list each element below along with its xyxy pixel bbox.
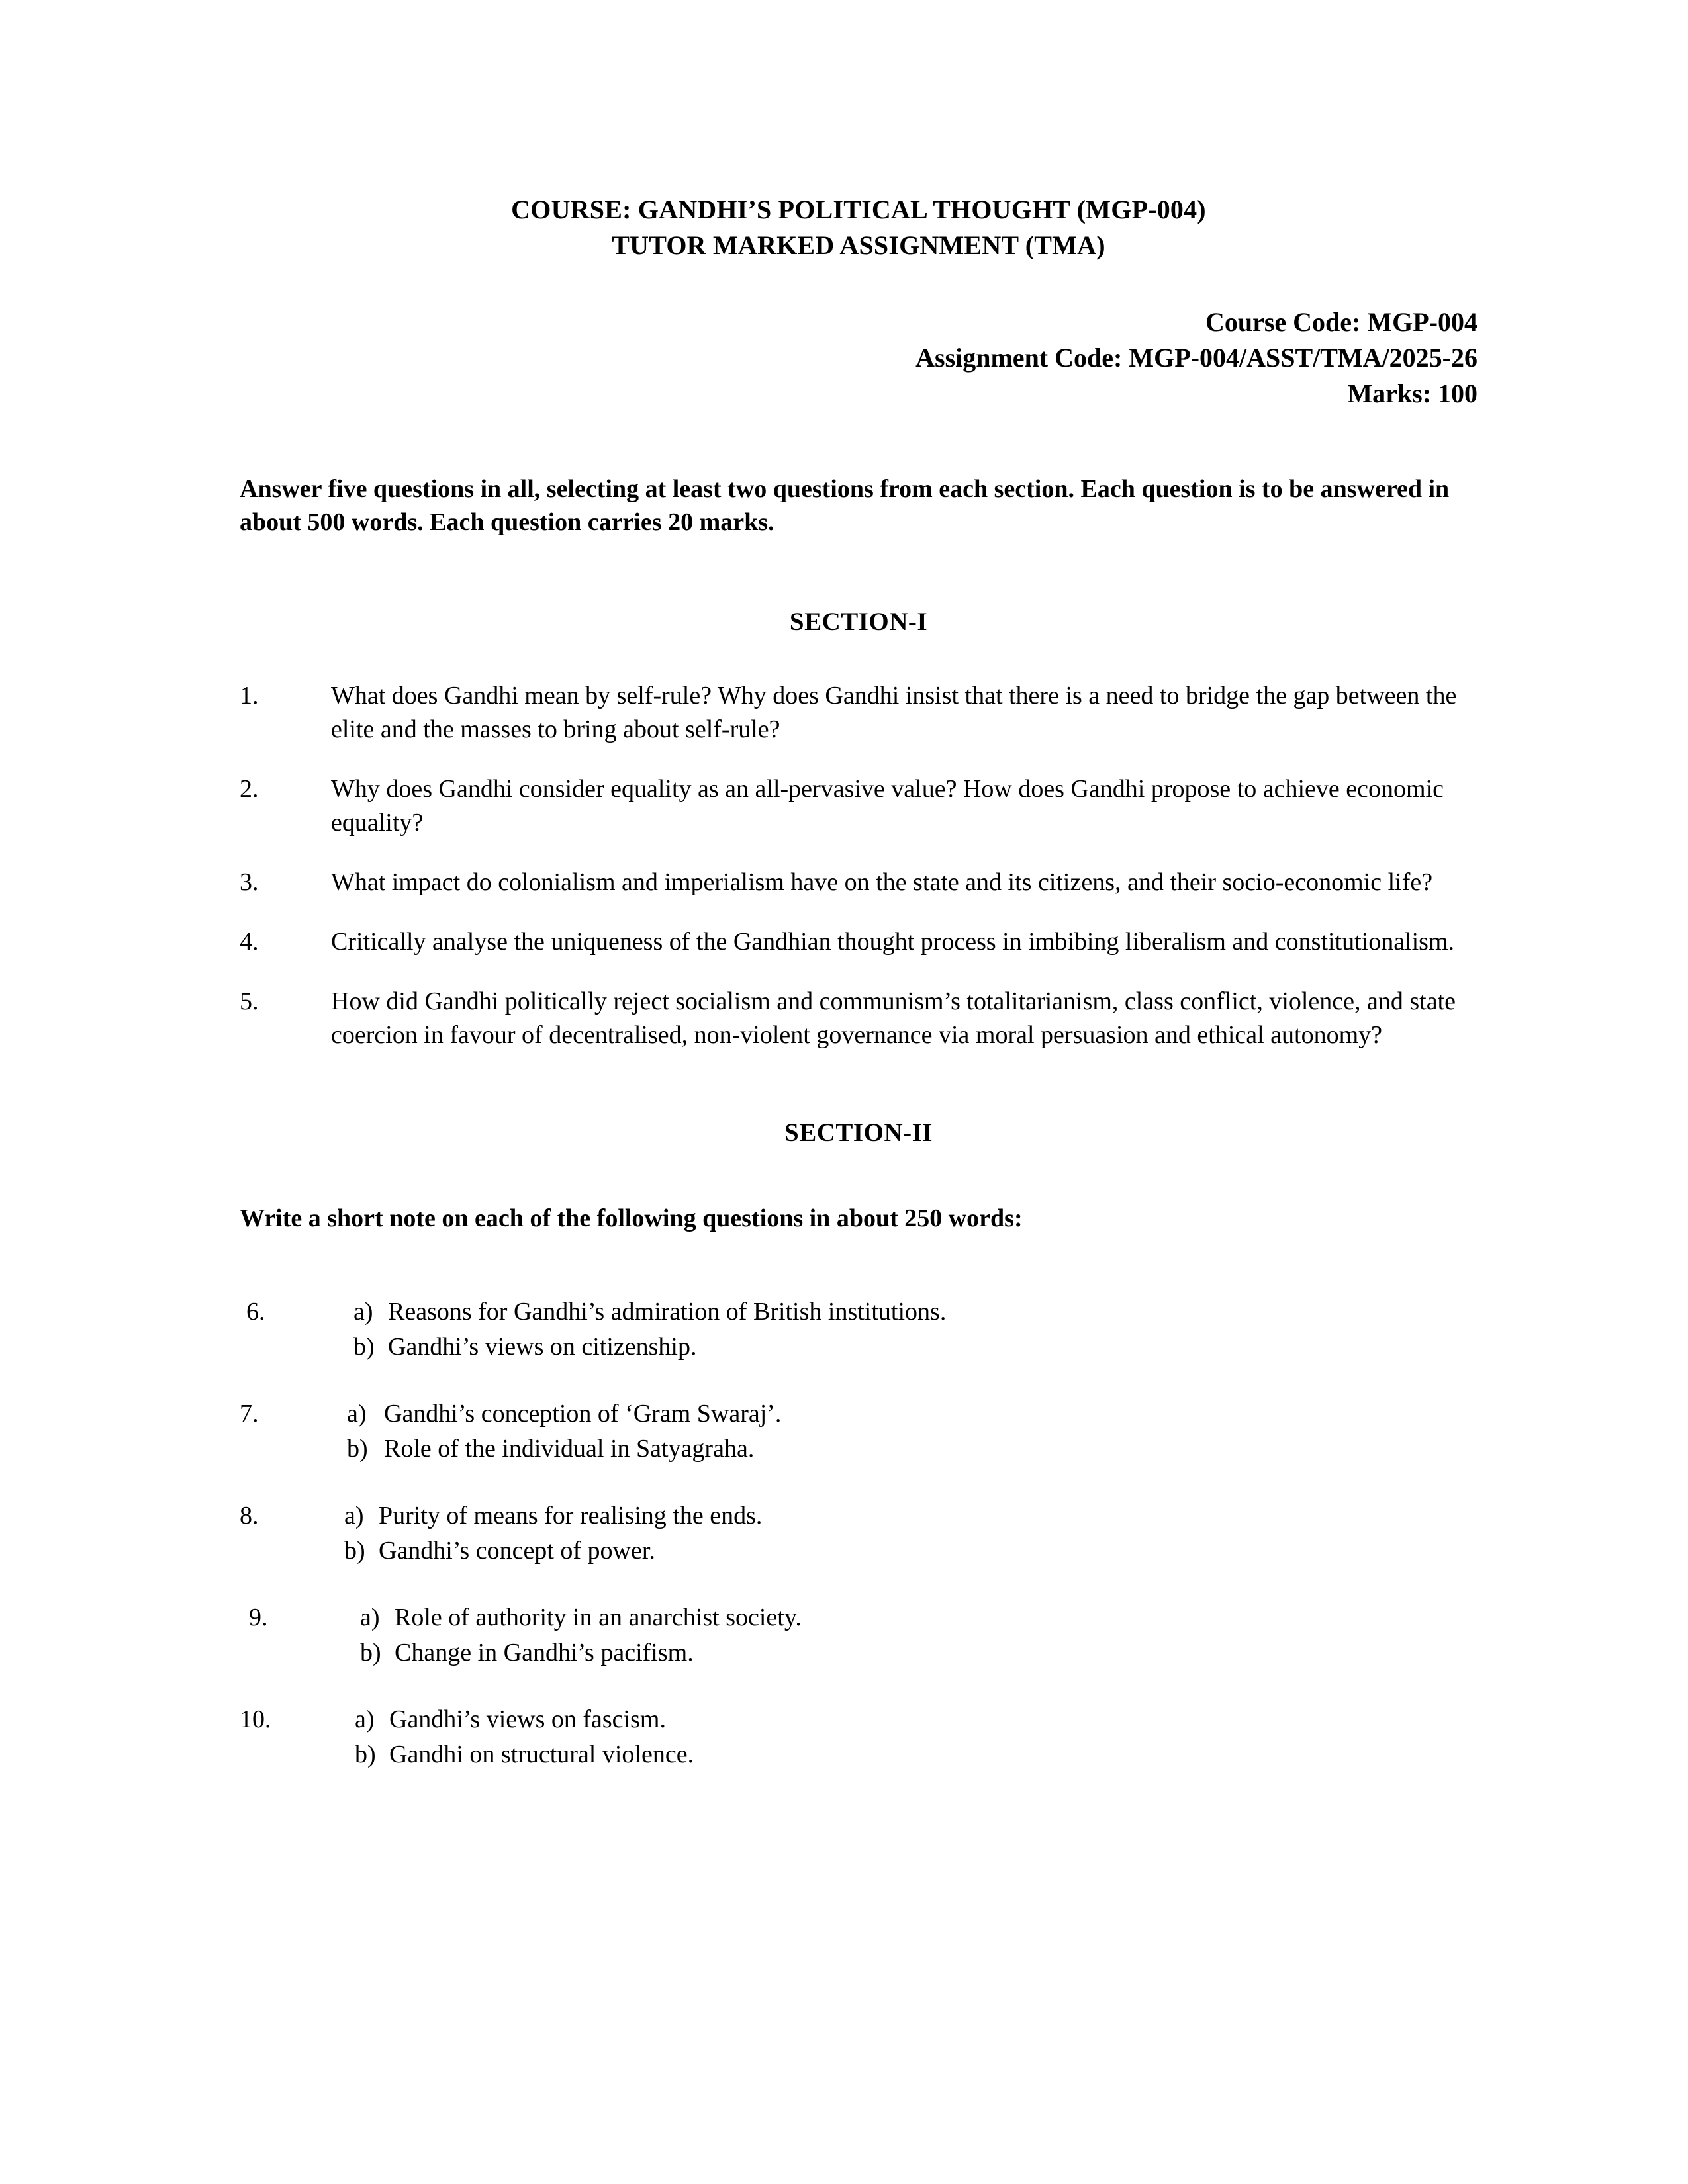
question-row — [240, 772, 1477, 840]
subitem-line — [344, 1498, 1477, 1533]
subitem-text: Role of the individual in Satyagraha. — [384, 1435, 755, 1463]
item-subitems — [339, 1702, 1477, 1772]
subitem-label: a) — [355, 1706, 375, 1733]
section-two-item-list — [240, 1295, 1477, 1772]
question-text: Critically analyse the uniqueness of the Gandhian thought process in imbibing liberalism and constitutionalism. — [331, 928, 1455, 956]
subitem-text: Role of authority in an anarchist society. — [395, 1604, 802, 1631]
subitem-line — [355, 1702, 1477, 1737]
question-text: Why does Gandhi consider equality as an all-pervasive value? How does Gandhi propose to achieve economic equality? — [331, 775, 1444, 837]
item-number: 10. — [240, 1706, 271, 1733]
course-title-line: COURSE: GANDHI’S POLITICAL THOUGHT (MGP-004) — [511, 195, 1206, 224]
item-number: 8. — [240, 1502, 259, 1529]
subitem-line — [347, 1396, 1477, 1432]
page-content — [240, 0, 1477, 1772]
short-note-instruction: Write a short note on each of the following questions in about 250 words: — [240, 1205, 1023, 1232]
question-row — [240, 925, 1477, 959]
question-text: What impact do colonialism and imperialism have on the state and its citizens, and their socio-economic life? — [331, 868, 1433, 896]
question-text: What does Gandhi mean by self-rule? Why does Gandhi insist that there is a need to bridge the gap between the elite and the masses to bring about self-rule? — [331, 682, 1457, 743]
subitem-label: a) — [344, 1502, 364, 1529]
question-number: 2. — [240, 775, 259, 803]
question-number: 1. — [240, 682, 259, 709]
section-one-heading: SECTION-I — [789, 608, 928, 636]
short-note-item — [240, 1396, 1477, 1467]
subitem-text: Gandhi’s views on fascism. — [389, 1706, 666, 1733]
item-number: 6. — [246, 1298, 265, 1326]
answering-instruction: Answer five questions in all, selecting at least two questions from each section. Each question is to be answered in about 500 words. Each question carries 20 marks. — [240, 475, 1450, 536]
subitem-label: b) — [355, 1741, 376, 1768]
subitem-text: Reasons for Gandhi’s admiration of British institutions. — [388, 1298, 947, 1326]
subitem-line — [360, 1600, 1477, 1635]
subitem-text: Change in Gandhi’s pacifism. — [395, 1639, 694, 1666]
subitem-text: Gandhi’s concept of power. — [379, 1537, 655, 1565]
question-row — [240, 866, 1477, 899]
question-row — [240, 679, 1477, 747]
subitem-text: Gandhi’s views on citizenship. — [388, 1333, 697, 1361]
question-row — [240, 985, 1477, 1052]
section-one-question-list — [240, 679, 1477, 1052]
item-number: 9. — [249, 1604, 268, 1631]
marks: Marks: 100 — [1347, 379, 1477, 408]
item-number: 7. — [240, 1400, 259, 1428]
subitem-line — [353, 1330, 1477, 1365]
short-note-item — [240, 1702, 1477, 1772]
item-subitems — [348, 1600, 1477, 1670]
question-text: How did Gandhi politically reject socialism and communism’s totalitarianism, class conflict, violence, and state coercion in favour of decentralised, non-violent governance via moral persuasion and ethical autonomy? — [331, 987, 1456, 1049]
short-note-item — [240, 1498, 1477, 1569]
question-number: 5. — [240, 987, 259, 1015]
subitem-text: Gandhi’s conception of ‘Gram Swaraj’. — [384, 1400, 782, 1428]
subitem-label: b) — [344, 1537, 365, 1565]
subitem-label: a) — [347, 1400, 367, 1428]
subitem-label: b) — [353, 1333, 375, 1361]
assignment-code: Assignment Code: MGP-004/ASST/TMA/2025-26 — [915, 343, 1477, 373]
assignment-type-line: TUTOR MARKED ASSIGNMENT (TMA) — [612, 230, 1105, 260]
code-block — [240, 304, 1477, 412]
document-title — [240, 192, 1477, 263]
subitem-line — [347, 1432, 1477, 1467]
short-note-item — [240, 1295, 1477, 1365]
subitem-label: a) — [360, 1604, 380, 1631]
subitem-label: b) — [360, 1639, 381, 1666]
subitem-line — [353, 1295, 1477, 1330]
short-note-item — [240, 1600, 1477, 1670]
item-subitems — [339, 1498, 1477, 1569]
subitem-line — [360, 1635, 1477, 1670]
subitem-line — [355, 1737, 1477, 1772]
subitem-text: Gandhi on structural violence. — [389, 1741, 694, 1768]
question-number: 3. — [240, 868, 259, 896]
course-code: Course Code: MGP-004 — [1205, 307, 1477, 337]
item-subitems — [346, 1295, 1477, 1365]
subitem-line — [344, 1533, 1477, 1569]
item-subitems — [339, 1396, 1477, 1467]
subitem-label: a) — [353, 1298, 373, 1326]
section-two-heading: SECTION-II — [784, 1118, 933, 1147]
subitem-label: b) — [347, 1435, 368, 1463]
question-number: 4. — [240, 928, 259, 956]
subitem-text: Purity of means for realising the ends. — [379, 1502, 763, 1529]
